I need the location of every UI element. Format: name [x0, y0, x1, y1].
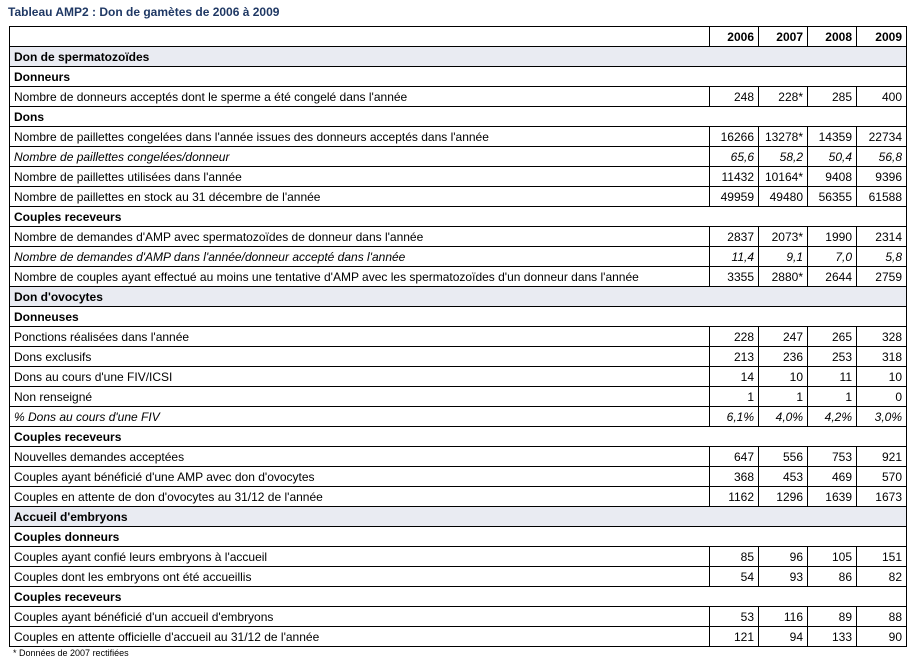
row-label: Dons exclusifs — [10, 347, 710, 367]
subsection-row — [10, 427, 907, 447]
value-cell-2009: 318 — [857, 347, 907, 367]
section-row — [10, 507, 907, 527]
value-cell-2006: 2837 — [710, 227, 759, 247]
table-row — [10, 147, 907, 167]
subsection-heading: Couples receveurs — [10, 427, 907, 447]
value-cell-2009: 90 — [857, 627, 907, 647]
value-cell-2009: 570 — [857, 467, 907, 487]
subsection-row — [10, 67, 907, 87]
table-row — [10, 607, 907, 627]
value-cell-2006: 248 — [710, 87, 759, 107]
value-cell-2009: 2759 — [857, 267, 907, 287]
subsection-row — [10, 527, 907, 547]
value-cell-2009: 1673 — [857, 487, 907, 507]
value-cell-2008: 1 — [808, 387, 857, 407]
row-label: Couples en attente de don d'ovocytes au 31/12 de l'année — [10, 487, 710, 507]
value-cell-2007: 556 — [759, 447, 808, 467]
value-cell-2008: 7,0 — [808, 247, 857, 267]
value-cell-2007: 13278* — [759, 127, 808, 147]
value-cell-2009: 328 — [857, 327, 907, 347]
table-row — [10, 87, 907, 107]
value-cell-2006: 228 — [710, 327, 759, 347]
year-header: 2008 — [808, 27, 857, 47]
table-row — [10, 187, 907, 207]
value-cell-2007: 247 — [759, 327, 808, 347]
value-cell-2008: 2644 — [808, 267, 857, 287]
value-cell-2007: 116 — [759, 607, 808, 627]
table-row — [10, 227, 907, 247]
value-cell-2007: 236 — [759, 347, 808, 367]
value-cell-2009: 9396 — [857, 167, 907, 187]
subsection-row — [10, 107, 907, 127]
value-cell-2007: 1296 — [759, 487, 808, 507]
table-row — [10, 627, 907, 647]
row-label: Nouvelles demandes acceptées — [10, 447, 710, 467]
value-cell-2007: 4,0% — [759, 407, 808, 427]
value-cell-2008: 4,2% — [808, 407, 857, 427]
value-cell-2008: 469 — [808, 467, 857, 487]
table-row — [10, 387, 907, 407]
value-cell-2009: 921 — [857, 447, 907, 467]
subsection-heading: Couples receveurs — [10, 207, 907, 227]
row-label: Nombre de demandes d'AMP dans l'année/donneur accepté dans l'année — [10, 247, 710, 267]
value-cell-2006: 1162 — [710, 487, 759, 507]
value-cell-2008: 9408 — [808, 167, 857, 187]
subsection-heading: Couples donneurs — [10, 527, 907, 547]
value-cell-2008: 86 — [808, 567, 857, 587]
value-cell-2009: 82 — [857, 567, 907, 587]
subsection-heading: Donneurs — [10, 67, 907, 87]
value-cell-2006: 53 — [710, 607, 759, 627]
value-cell-2008: 285 — [808, 87, 857, 107]
value-cell-2006: 3355 — [710, 267, 759, 287]
subsection-row — [10, 587, 907, 607]
row-label: % Dons au cours d'une FIV — [10, 407, 710, 427]
table-row — [10, 467, 907, 487]
value-cell-2008: 753 — [808, 447, 857, 467]
value-cell-2007: 1 — [759, 387, 808, 407]
subsection-row — [10, 307, 907, 327]
value-cell-2009: 22734 — [857, 127, 907, 147]
row-label: Nombre de paillettes utilisées dans l'année — [10, 167, 710, 187]
row-label: Couples dont les embryons ont été accueillis — [10, 567, 710, 587]
value-cell-2009: 56,8 — [857, 147, 907, 167]
value-cell-2007: 10164* — [759, 167, 808, 187]
value-cell-2006: 368 — [710, 467, 759, 487]
value-cell-2008: 265 — [808, 327, 857, 347]
value-cell-2006: 647 — [710, 447, 759, 467]
section-heading: Don de spermatozoïdes — [10, 47, 907, 67]
value-cell-2006: 85 — [710, 547, 759, 567]
table-row — [10, 127, 907, 147]
row-label: Nombre de couples ayant effectué au moins une tentative d'AMP avec les spermatozoïdes d'un donneur dans l'année — [10, 267, 710, 287]
value-cell-2006: 1 — [710, 387, 759, 407]
row-label: Non renseigné — [10, 387, 710, 407]
section-heading: Accueil d'embryons — [10, 507, 907, 527]
value-cell-2006: 213 — [710, 347, 759, 367]
table-row — [10, 407, 907, 427]
value-cell-2007: 2073* — [759, 227, 808, 247]
value-cell-2007: 94 — [759, 627, 808, 647]
value-cell-2006: 11,4 — [710, 247, 759, 267]
value-cell-2008: 105 — [808, 547, 857, 567]
table-row — [10, 447, 907, 467]
value-cell-2009: 88 — [857, 607, 907, 627]
value-cell-2007: 2880* — [759, 267, 808, 287]
year-header: 2006 — [710, 27, 759, 47]
value-cell-2007: 228* — [759, 87, 808, 107]
value-cell-2006: 49959 — [710, 187, 759, 207]
value-cell-2009: 2314 — [857, 227, 907, 247]
value-cell-2008: 1990 — [808, 227, 857, 247]
table-title: Tableau AMP2 : Don de gamètes de 2006 à 2009 — [8, 5, 280, 19]
header-label-cell — [10, 27, 710, 47]
value-cell-2009: 3,0% — [857, 407, 907, 427]
value-cell-2009: 61588 — [857, 187, 907, 207]
value-cell-2006: 14 — [710, 367, 759, 387]
value-cell-2007: 49480 — [759, 187, 808, 207]
row-label: Nombre de paillettes congelées dans l'année issues des donneurs acceptés dans l'année — [10, 127, 710, 147]
value-cell-2008: 50,4 — [808, 147, 857, 167]
value-cell-2006: 54 — [710, 567, 759, 587]
value-cell-2009: 10 — [857, 367, 907, 387]
value-cell-2007: 93 — [759, 567, 808, 587]
value-cell-2007: 58,2 — [759, 147, 808, 167]
value-cell-2006: 16266 — [710, 127, 759, 147]
value-cell-2006: 121 — [710, 627, 759, 647]
value-cell-2008: 1639 — [808, 487, 857, 507]
value-cell-2007: 10 — [759, 367, 808, 387]
row-label: Nombre de donneurs acceptés dont le sperme a été congelé dans l'année — [10, 87, 710, 107]
row-label: Dons au cours d'une FIV/ICSI — [10, 367, 710, 387]
table-row — [10, 547, 907, 567]
subsection-heading: Donneuses — [10, 307, 907, 327]
section-heading: Don d'ovocytes — [10, 287, 907, 307]
value-cell-2008: 89 — [808, 607, 857, 627]
table-row — [10, 567, 907, 587]
value-cell-2008: 133 — [808, 627, 857, 647]
table-row — [10, 487, 907, 507]
value-cell-2008: 56355 — [808, 187, 857, 207]
gamete-donation-table — [9, 26, 907, 647]
table-row — [10, 167, 907, 187]
value-cell-2008: 253 — [808, 347, 857, 367]
section-row — [10, 47, 907, 67]
value-cell-2008: 11 — [808, 367, 857, 387]
value-cell-2007: 96 — [759, 547, 808, 567]
footnote: * Données de 2007 rectifiées — [13, 648, 129, 658]
row-label: Couples ayant bénéficié d'un accueil d'embryons — [10, 607, 710, 627]
value-cell-2006: 6,1% — [710, 407, 759, 427]
table-body — [10, 47, 907, 647]
table-row — [10, 367, 907, 387]
row-label: Nombre de paillettes en stock au 31 décembre de l'année — [10, 187, 710, 207]
value-cell-2006: 65,6 — [710, 147, 759, 167]
value-cell-2009: 151 — [857, 547, 907, 567]
row-label: Couples en attente officielle d'accueil au 31/12 de l'année — [10, 627, 710, 647]
header-row — [10, 27, 907, 47]
value-cell-2009: 5,8 — [857, 247, 907, 267]
value-cell-2009: 0 — [857, 387, 907, 407]
row-label: Nombre de demandes d'AMP avec spermatozoïdes de donneur dans l'année — [10, 227, 710, 247]
table-row — [10, 267, 907, 287]
table-row — [10, 327, 907, 347]
year-header: 2009 — [857, 27, 907, 47]
value-cell-2009: 400 — [857, 87, 907, 107]
subsection-heading: Couples receveurs — [10, 587, 907, 607]
value-cell-2007: 9,1 — [759, 247, 808, 267]
row-label: Couples ayant bénéficié d'une AMP avec don d'ovocytes — [10, 467, 710, 487]
row-label: Nombre de paillettes congelées/donneur — [10, 147, 710, 167]
row-label: Couples ayant confié leurs embryons à l'accueil — [10, 547, 710, 567]
row-label: Ponctions réalisées dans l'année — [10, 327, 710, 347]
table-row — [10, 347, 907, 367]
table-row — [10, 247, 907, 267]
subsection-row — [10, 207, 907, 227]
value-cell-2007: 453 — [759, 467, 808, 487]
section-row — [10, 287, 907, 307]
year-header: 2007 — [759, 27, 808, 47]
subsection-heading: Dons — [10, 107, 907, 127]
value-cell-2006: 11432 — [710, 167, 759, 187]
value-cell-2008: 14359 — [808, 127, 857, 147]
